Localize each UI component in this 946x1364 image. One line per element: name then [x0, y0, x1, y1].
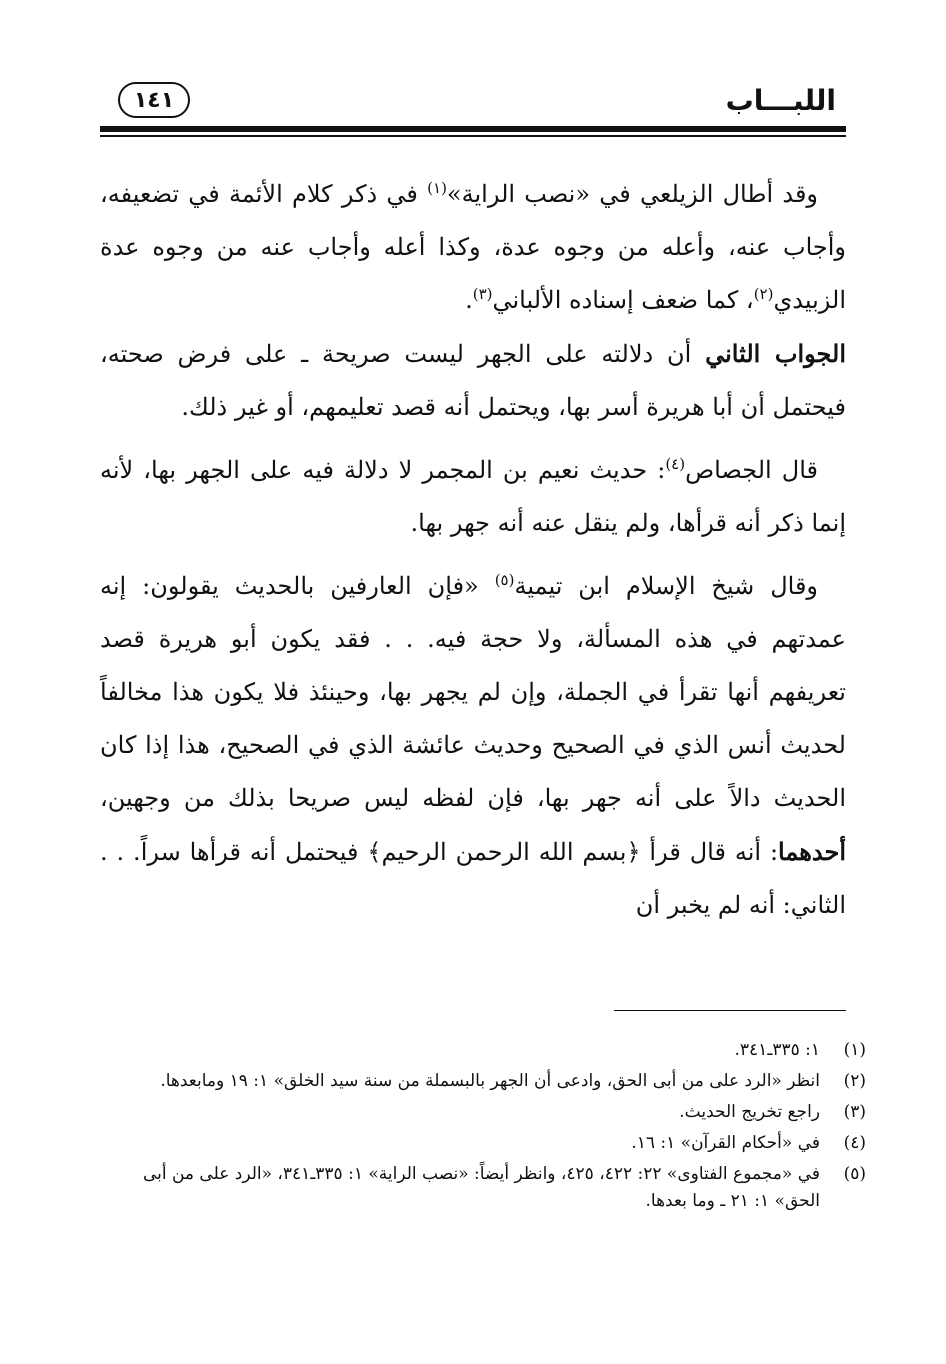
- p1-text-a: وقد أطال الزيلعي في «نصب الراية»: [446, 180, 819, 208]
- p1-text-d: .: [465, 286, 473, 314]
- p4-text-b: «فإن العارفين بالحديث يقولون: إنه عمدتهم في هذه المسألة، ولا حجة فيه. . . فقد يكون أبو هريرة قصد تعريفهم أنها تقرأ في الجملة، وإن لم يجهر بها، وحينئذ فلا يكون هذا مخالفاً لحديث أنس الذي في الصحيح وحديث عائشة الذي في الصحيح، هذا إذا كان الحديث دالاً على أنه جهر بها، فإن لفظه ليس صريحا بذلك من وجهين،: [100, 572, 846, 812]
- footnote-number: (٣): [843, 1102, 866, 1122]
- page-header: [100, 78, 846, 138]
- footnotes: [100, 1037, 866, 1219]
- p1-text-b: في ذكر كلام الأئمة في تضعيفه، وأجاب عنه، وأعله من وجوه عدة، وكذا أعله وأجاب عنه من وجوه عدة الزبيدي: [100, 180, 846, 314]
- footnote-ref-1: (١): [427, 179, 447, 197]
- main-text: [100, 168, 846, 932]
- header-rule-thin: [100, 135, 846, 137]
- footnote-ref-3: (٣): [472, 285, 493, 303]
- footnote-number: (٤): [843, 1133, 866, 1153]
- footnote-2: [100, 1068, 866, 1095]
- footnote-text: في «مجموع الفتاوى» ٢٢: ٤٢٢، ٤٢٥، وانظر أيضاً: «نصب الراية» ١: ٣٣٥ـ٣٤١، «الرد على من أبى الحق» ١: ٢١ ـ وما بعدها.: [142, 1164, 820, 1211]
- p4-bold-term: أحدهما: [778, 837, 846, 866]
- footnote-ref-2: (٢): [753, 285, 774, 303]
- footnote-number: (١): [843, 1040, 866, 1060]
- paragraph-1: [100, 168, 846, 327]
- running-title: اللبـــاب: [725, 84, 836, 117]
- p4-text-c: : أنه قال قرأ ﴿بسم الله الرحمن الرحيم﴾ فيحتمل أنه قرأها سراً. . . الثاني: أنه لم يخبر أن: [100, 838, 846, 919]
- footnote-3: [100, 1099, 866, 1126]
- p4-text-a: وقال شيخ الإسلام ابن تيمية: [514, 572, 819, 600]
- footnote-ref-5: (٥): [494, 571, 515, 589]
- footnote-ref-4: (٤): [665, 455, 686, 473]
- footnote-text: انظر «الرد على من أبى الحق، وادعى أن الجهر بالبسملة من سنة سيد الخلق» ١: ١٩ ومابعدها.: [160, 1071, 820, 1091]
- p3-text-a: قال الجصاص: [685, 456, 818, 484]
- page-number-badge: ١٤١: [118, 82, 190, 118]
- p3-text-b: : حديث نعيم بن المجمر لا دلالة فيه على الجهر بها، لأنه إنما ذكر أنه قرأها، ولم ينقل عنه أنه جهر بها.: [100, 456, 846, 537]
- paragraph-4: [100, 560, 846, 932]
- footnote-text: راجع تخريج الحديث.: [679, 1102, 820, 1122]
- footnote-1: [100, 1037, 866, 1064]
- p1-text-c: ، كما ضعف إسناده الألباني: [492, 286, 754, 314]
- p2-text: أن دلالته على الجهر ليست صريحة ـ على فرض صحته، فيحتمل أن أبا هريرة أسر بها، ويحتمل أنه قصد تعليمهم، أو غير ذلك.: [100, 340, 846, 421]
- footnote-4: [100, 1130, 866, 1157]
- footnote-text: في «أحكام القرآن» ١: ١٦.: [631, 1133, 820, 1153]
- header-rule-thick: [100, 126, 846, 132]
- footnote-number: (٥): [843, 1164, 866, 1184]
- footnote-number: (٢): [843, 1071, 866, 1091]
- footnote-separator: [614, 1010, 846, 1011]
- p2-heading: الجواب الثاني: [705, 339, 846, 368]
- footnote-5: [100, 1161, 866, 1215]
- paragraph-2: [100, 327, 846, 434]
- paragraph-3: [100, 444, 846, 550]
- footnote-text: ١: ٣٣٥ـ٣٤١.: [734, 1040, 820, 1060]
